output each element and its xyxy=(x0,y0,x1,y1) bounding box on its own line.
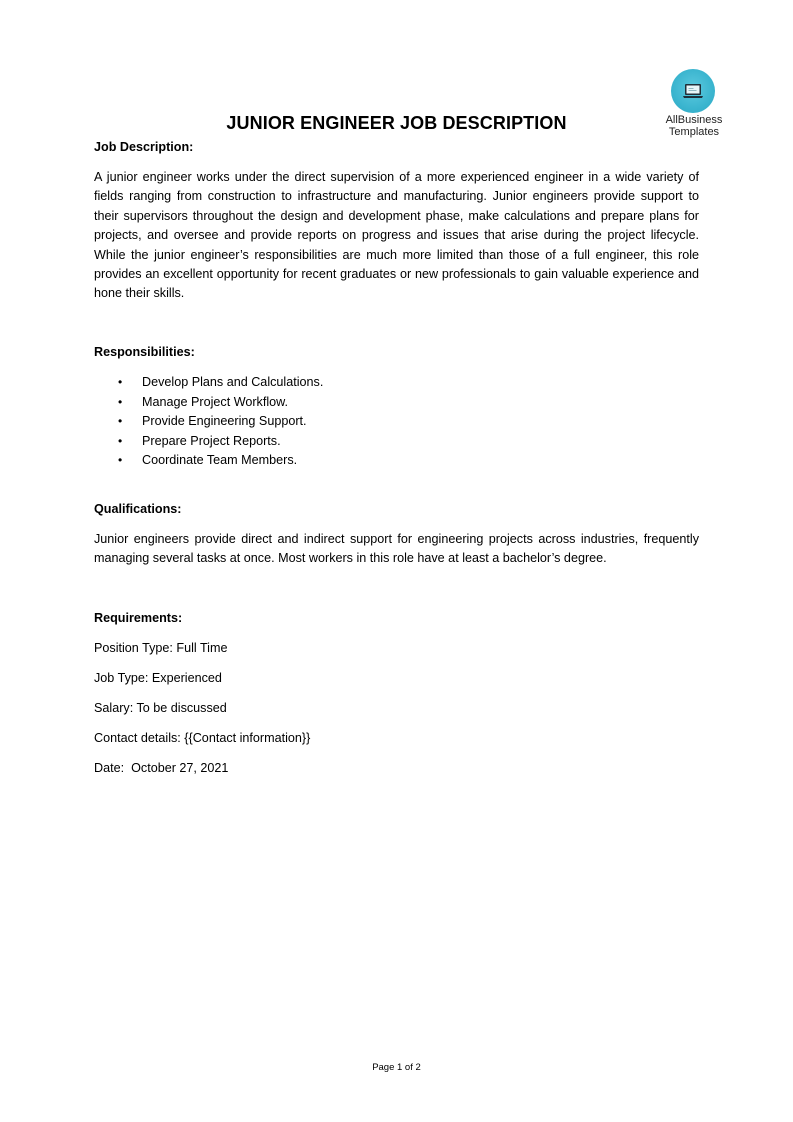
list-item-text: Prepare Project Reports. xyxy=(142,433,281,448)
responsibilities-list xyxy=(94,373,494,471)
job-description-heading: Job Description: xyxy=(94,140,194,154)
job-type: Job Type: Experienced xyxy=(94,671,222,685)
bullet-dot: • xyxy=(118,394,123,409)
list-item-text: Develop Plans and Calculations. xyxy=(142,375,324,389)
requirements-heading: Requirements: xyxy=(94,611,183,625)
list-item-text: Provide Engineering Support. xyxy=(142,414,307,428)
list-item xyxy=(94,393,494,413)
laptop-icon xyxy=(682,81,704,101)
list-item-text: Coordinate Team Members. xyxy=(142,453,298,467)
position-type: Position Type: Full Time xyxy=(94,641,228,655)
responsibilities-heading: Responsibilities: xyxy=(94,345,195,359)
qualifications-heading: Qualifications: xyxy=(94,502,182,516)
bullet-dot: • xyxy=(118,453,123,467)
bullet-dot: • xyxy=(118,414,123,428)
page-number: Page 1 of 2 xyxy=(372,1062,421,1073)
bullet-dot: • xyxy=(118,433,123,448)
list-item xyxy=(94,373,494,393)
logo-text-line2: Templates xyxy=(668,126,720,138)
list-item-text: Manage Project Workflow. xyxy=(142,394,289,409)
qualifications-text: Junior engineers provide direct and indirect support for engineering projects across industries, frequently managing several tasks at once. Most workers in this role have at least a bachelor’s degree. xyxy=(94,532,699,566)
bullet-dot: • xyxy=(118,375,123,389)
date: Date: October 27, 2021 xyxy=(94,761,229,775)
list-item xyxy=(94,432,494,452)
logo-text-line1: AllBusiness xyxy=(665,114,723,126)
logo-circle xyxy=(671,69,715,113)
document-title: JUNIOR ENGINEER JOB DESCRIPTION xyxy=(226,113,567,133)
job-description-text: A junior engineer works under the direct supervision of a more experienced engineer in a wide variety of fields ranging from construction to infrastructure and manufacturing. Junior engineers provide support to their supervisors throughout the design and development phase, make calculations and prepare plans for projects, and oversee and provide reports on progress and issues that arise during the project lifecycle. While the junior engineer’s responsibilities are much more limited than those of a full engineer, this role provides an excellent opportunity for recent graduates or new professionals to gain valuable experience and hone their skills. xyxy=(94,170,699,301)
list-item xyxy=(94,412,494,432)
contact-details: Contact details: {{Contact information}} xyxy=(94,731,311,745)
list-item xyxy=(94,451,494,471)
salary: Salary: To be discussed xyxy=(94,701,227,715)
